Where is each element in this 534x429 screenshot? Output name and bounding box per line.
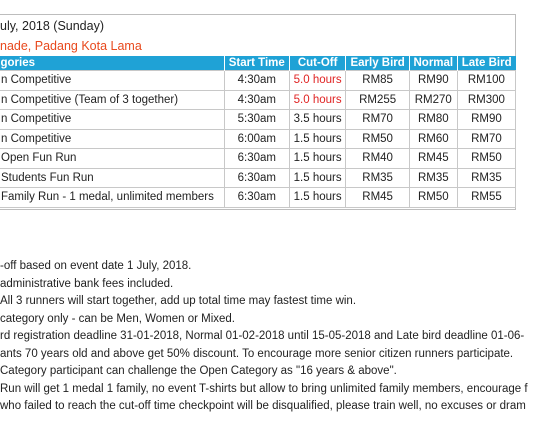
cell-start: 6:30am bbox=[224, 149, 289, 169]
cell-start: 6:30am bbox=[224, 188, 289, 208]
notes-list bbox=[0, 258, 534, 416]
table-row bbox=[0, 188, 516, 208]
table-header-row bbox=[0, 56, 516, 71]
col-categories: gories bbox=[0, 56, 224, 71]
table-row bbox=[0, 90, 516, 110]
cell-early: RM255 bbox=[346, 90, 409, 110]
col-start-time: Start Time bbox=[224, 56, 289, 71]
cell-category: n Competitive bbox=[0, 71, 224, 91]
table-row bbox=[0, 110, 516, 130]
note-line: category only - can be Men, Women or Mixed. bbox=[0, 312, 236, 325]
cell-start: 6:30am bbox=[224, 168, 289, 188]
cell-normal: RM90 bbox=[409, 71, 457, 91]
cell-cutoff: 5.0 hours bbox=[289, 71, 346, 91]
cell-early: RM70 bbox=[346, 110, 409, 130]
cell-early: RM50 bbox=[346, 129, 409, 149]
note-line: -off based on event date 1 July, 2018. bbox=[0, 260, 192, 272]
cell-normal: RM35 bbox=[409, 168, 457, 188]
cell-start: 6:00am bbox=[224, 129, 289, 149]
cell-late: RM35 bbox=[457, 168, 515, 188]
cell-late: RM100 bbox=[457, 71, 515, 91]
cell-late: RM70 bbox=[457, 129, 515, 149]
cell-category: n Competitive bbox=[0, 110, 224, 130]
note-line: ants 70 years old and above get 50% discount. To encourage more senior citizen runners participate. bbox=[0, 347, 514, 360]
note-line: who failed to reach the cut-off time checkpoint will be disqualified, please train well, no excuses or dram bbox=[0, 400, 526, 412]
cell-late: RM55 bbox=[457, 188, 515, 208]
cell-cutoff: 1.5 hours bbox=[289, 129, 346, 149]
table-row bbox=[0, 71, 516, 91]
note-line: administrative bank fees included. bbox=[0, 277, 174, 290]
event-date: uly, 2018 (Sunday) bbox=[0, 19, 104, 33]
note-line: Category participant can challenge the Open Category as "16 years & above". bbox=[0, 365, 397, 377]
cell-early: RM40 bbox=[346, 149, 409, 169]
table-row bbox=[0, 168, 516, 188]
cell-normal: RM80 bbox=[409, 110, 457, 130]
cell-category: Family Run - 1 medal, unlimited members bbox=[0, 188, 224, 208]
cell-cutoff: 1.5 hours bbox=[289, 188, 346, 208]
cell-cutoff: 1.5 hours bbox=[289, 149, 346, 169]
cell-cutoff: 1.5 hours bbox=[289, 168, 346, 188]
cell-cutoff: 5.0 hours bbox=[289, 90, 346, 110]
cell-cutoff: 3.5 hours bbox=[289, 110, 346, 130]
col-normal: Normal bbox=[409, 56, 457, 71]
note-line: rd registration deadline 31-01-2018, Normal 01-02-2018 until 15-05-2018 and Late bird deadline 01-06- bbox=[0, 330, 525, 342]
cell-normal: RM50 bbox=[409, 188, 457, 208]
cell-early: RM85 bbox=[346, 71, 409, 91]
cell-start: 5:30am bbox=[224, 110, 289, 130]
table-row bbox=[0, 149, 516, 169]
cell-category: Students Fun Run bbox=[0, 168, 224, 188]
event-venue: nade, Padang Kota Lama bbox=[0, 39, 142, 53]
note-line: All 3 runners will start together, add up total time may fastest time win. bbox=[0, 295, 357, 307]
cell-category: n Competitive bbox=[0, 129, 224, 149]
cell-start: 4:30am bbox=[224, 71, 289, 91]
cell-normal: RM270 bbox=[409, 90, 457, 110]
price-table bbox=[0, 56, 516, 208]
note-line: Run will get 1 medal 1 family, no event T-shirts but allow to bring unlimited family members, encourage f bbox=[0, 382, 528, 395]
cell-late: RM300 bbox=[457, 90, 515, 110]
cell-early: RM35 bbox=[346, 168, 409, 188]
cell-late: RM90 bbox=[457, 110, 515, 130]
cell-normal: RM45 bbox=[409, 149, 457, 169]
cell-category: n Competitive (Team of 3 together) bbox=[0, 90, 224, 110]
cell-late: RM50 bbox=[457, 149, 515, 169]
col-cut-off: Cut-Off bbox=[289, 56, 346, 71]
col-late-bird: Late Bird bbox=[457, 56, 515, 71]
cell-start: 4:30am bbox=[224, 90, 289, 110]
cell-early: RM45 bbox=[346, 188, 409, 208]
table-row bbox=[0, 129, 516, 149]
cell-normal: RM60 bbox=[409, 129, 457, 149]
cell-category: Open Fun Run bbox=[0, 149, 224, 169]
col-early-bird: Early Bird bbox=[346, 56, 409, 71]
